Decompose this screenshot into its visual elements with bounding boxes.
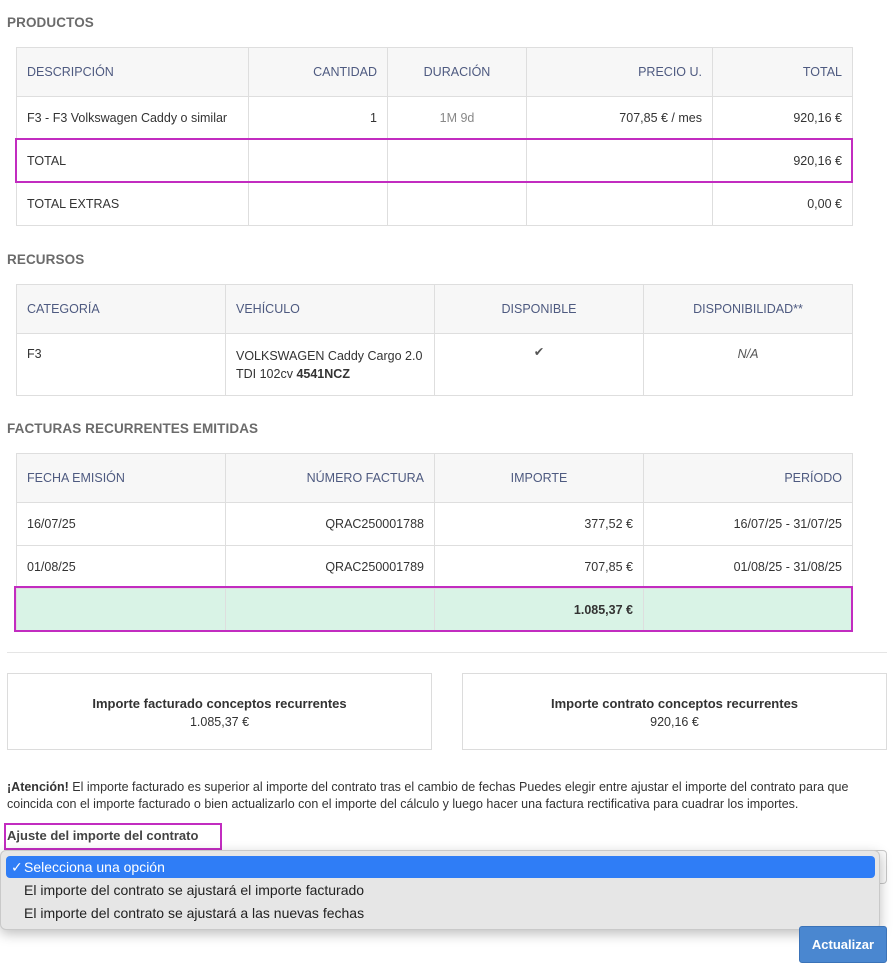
table-row [17,334,853,396]
producto-cantidad: 1 [249,97,388,140]
total-label: TOTAL [17,140,249,183]
productos-title: PRODUCTOS [7,15,94,30]
facturas-table [16,453,853,632]
total-value: 920,16 € [713,140,853,183]
total-extras-label: TOTAL EXTRAS [17,183,249,226]
total-extras-value: 0,00 € [713,183,853,226]
factura-periodo: 16/07/25 - 31/07/25 [644,503,853,546]
check-icon: ✓ [11,859,23,875]
col-header-disponible[interactable]: DISPONIBLE [435,285,644,334]
importe-facturado-title: Importe facturado conceptos recurrentes [92,696,347,711]
recurso-vehiculo [226,334,435,396]
col-header-precio[interactable]: PRECIO U. [527,48,713,97]
factura-numero[interactable]: QRAC250001789 [226,546,435,589]
col-header-descripcion[interactable]: DESCRIPCIÓN [17,48,249,97]
option-ajustar-facturado[interactable] [6,879,875,901]
check-icon: ✔ [435,334,644,396]
col-header-total[interactable]: TOTAL [713,48,853,97]
producto-precio: 707,85 € / mes [527,97,713,140]
col-header-categoria[interactable]: CATEGORÍA [17,285,226,334]
facturas-total-importe: 1.085,37 € [435,589,644,632]
ajuste-dropdown[interactable] [0,850,880,930]
col-header-cantidad[interactable]: CANTIDAD [249,48,388,97]
facturas-total-row [17,589,853,632]
table-row[interactable] [17,546,853,589]
actualizar-button[interactable]: Actualizar [799,926,887,963]
vehiculo-modelo: VOLKSWAGEN Caddy Cargo 2.0 [236,349,423,363]
alert-strong: ¡Atención! [7,780,69,794]
factura-fecha: 01/08/25 [17,546,226,589]
total-row [17,140,853,183]
option-label: El importe del contrato se ajustará el importe facturado [24,882,365,898]
col-header-vehiculo[interactable]: VEHÍCULO [226,285,435,334]
atencion-alert [7,779,887,813]
option-ajustar-fechas[interactable] [6,902,875,924]
table-row [17,97,853,140]
divider [7,652,887,653]
importe-facturado-value: 1.085,37 € [189,715,250,729]
col-header-numero[interactable]: NÚMERO FACTURA [226,454,435,503]
total-extras-row [17,183,853,226]
recursos-title: RECURSOS [7,252,85,267]
importe-contrato-title: Importe contrato conceptos recurrentes [550,696,799,711]
importe-contrato-value: 920,16 € [650,715,699,729]
col-header-fecha[interactable]: FECHA EMISIÓN [17,454,226,503]
col-header-duracion[interactable]: DURACIÓN [388,48,527,97]
importe-contrato-box [462,673,887,750]
factura-periodo: 01/08/25 - 31/08/25 [644,546,853,589]
ajuste-label: Ajuste del importe del contrato [7,828,199,843]
col-header-disponibilidad[interactable]: DISPONIBILIDAD** [644,285,853,334]
recurso-disponibilidad: N/A [644,334,853,396]
producto-descripcion: F3 - F3 Volkswagen Caddy o similar [17,97,249,140]
facturas-title: FACTURAS RECURRENTES EMITIDAS [7,421,259,436]
option-selecciona[interactable] [6,856,875,878]
factura-importe: 377,52 € [435,503,644,546]
factura-importe: 707,85 € [435,546,644,589]
producto-total: 920,16 € [713,97,853,140]
vehiculo-matricula: 4541NCZ [296,367,350,381]
factura-fecha: 16/07/25 [17,503,226,546]
vehiculo-motor: TDI 102cv [236,367,293,381]
table-row[interactable] [17,503,853,546]
recurso-categoria: F3 [17,334,226,396]
col-header-importe[interactable]: IMPORTE [435,454,644,503]
importe-facturado-box [7,673,432,750]
factura-numero[interactable]: QRAC250001788 [226,503,435,546]
col-header-periodo[interactable]: PERÍODO [644,454,853,503]
recursos-table [16,284,853,396]
option-label: Selecciona una opción [24,859,165,875]
productos-table [16,47,853,226]
option-label: El importe del contrato se ajustará a las nuevas fechas [24,905,365,921]
producto-duracion: 1M 9d [388,97,527,140]
alert-text: El importe facturado es superior al importe del contrato tras el cambio de fechas Puedes elegir entre ajustar el importe del contrato para que coincida con el importe facturado o bien actualizarlo con el importe del cálculo y luego hacer una factura rectificativa para cuadrar los importes. [7,780,849,811]
